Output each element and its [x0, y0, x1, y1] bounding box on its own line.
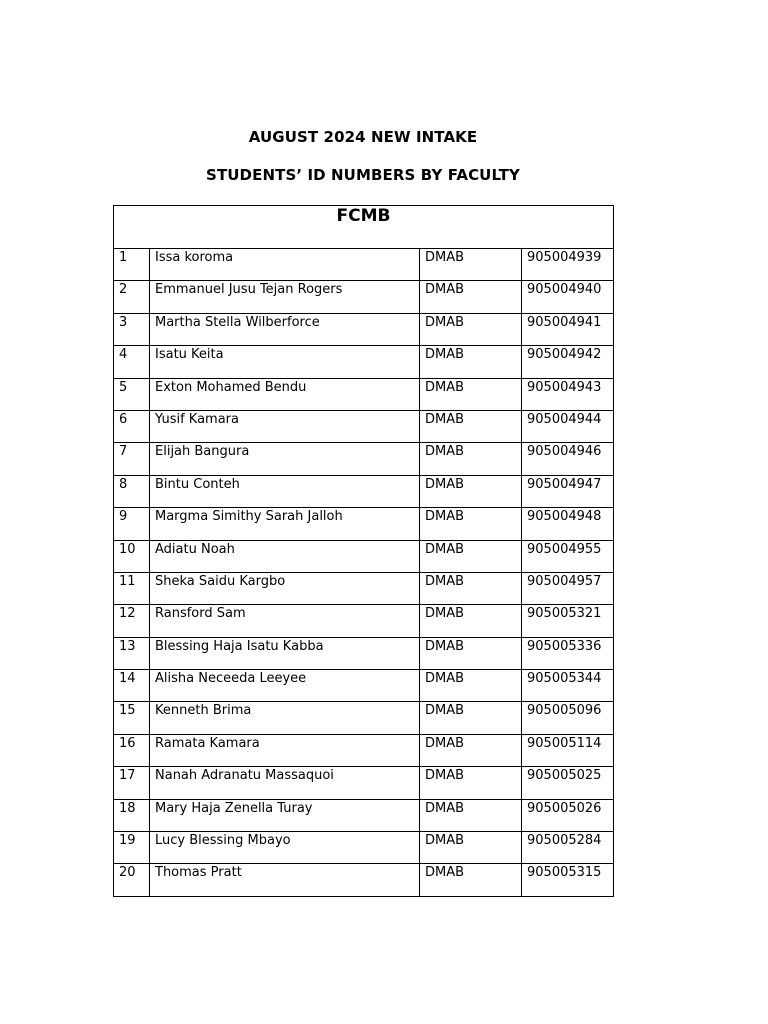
student-name-cell: Ramata Kamara	[150, 734, 420, 766]
row-number-cell: 19	[114, 832, 150, 864]
table-row	[114, 702, 614, 734]
row-number-cell: 4	[114, 346, 150, 378]
table-row	[114, 572, 614, 604]
student-id-cell: 905005114	[522, 734, 614, 766]
student-id-cell: 905004946	[522, 443, 614, 475]
student-id-cell: 905004939	[522, 249, 614, 281]
table-row	[114, 799, 614, 831]
department-cell: DMAB	[420, 864, 522, 896]
student-id-cell: 905004948	[522, 508, 614, 540]
row-number-cell: 6	[114, 410, 150, 442]
student-name-cell: Martha Stella Wilberforce	[150, 313, 420, 345]
row-number-cell: 9	[114, 508, 150, 540]
table-row	[114, 767, 614, 799]
table-row	[114, 540, 614, 572]
student-name-cell: Margma Simithy Sarah Jalloh	[150, 508, 420, 540]
student-id-cell: 905004955	[522, 540, 614, 572]
student-name-cell: Emmanuel Jusu Tejan Rogers	[150, 281, 420, 313]
department-cell: DMAB	[420, 605, 522, 637]
student-name-cell: Adiatu Noah	[150, 540, 420, 572]
document-subtitle: STUDENTS’ ID NUMBERS BY FACULTY	[206, 166, 520, 184]
student-id-table	[113, 205, 614, 897]
department-cell: DMAB	[420, 475, 522, 507]
department-cell: DMAB	[420, 670, 522, 702]
row-number-cell: 13	[114, 637, 150, 669]
row-number-cell: 16	[114, 734, 150, 766]
student-id-cell: 905004957	[522, 572, 614, 604]
student-name-cell: Bintu Conteh	[150, 475, 420, 507]
student-name-cell: Blessing Haja Isatu Kabba	[150, 637, 420, 669]
table-row	[114, 670, 614, 702]
student-id-cell: 905005315	[522, 864, 614, 896]
row-number-cell: 10	[114, 540, 150, 572]
department-cell: DMAB	[420, 346, 522, 378]
table-row	[114, 832, 614, 864]
department-cell: DMAB	[420, 832, 522, 864]
student-name-cell: Alisha Neceeda Leeyee	[150, 670, 420, 702]
department-cell: DMAB	[420, 443, 522, 475]
student-name-cell: Ransford Sam	[150, 605, 420, 637]
table-row	[114, 637, 614, 669]
table-row	[114, 410, 614, 442]
student-id-cell: 905005026	[522, 799, 614, 831]
department-cell: DMAB	[420, 572, 522, 604]
table-row	[114, 605, 614, 637]
row-number-cell: 15	[114, 702, 150, 734]
department-cell: DMAB	[420, 540, 522, 572]
table-row	[114, 378, 614, 410]
row-number-cell: 1	[114, 249, 150, 281]
row-number-cell: 11	[114, 572, 150, 604]
student-id-cell: 905005025	[522, 767, 614, 799]
student-id-cell: 905004941	[522, 313, 614, 345]
student-id-cell: 905004940	[522, 281, 614, 313]
table-row	[114, 475, 614, 507]
student-name-cell: Sheka Saidu Kargbo	[150, 572, 420, 604]
table-row	[114, 281, 614, 313]
student-name-cell: Thomas Pratt	[150, 864, 420, 896]
department-cell: DMAB	[420, 702, 522, 734]
student-id-cell: 905005344	[522, 670, 614, 702]
student-id-cell: 905004944	[522, 410, 614, 442]
student-id-cell: 905005096	[522, 702, 614, 734]
row-number-cell: 17	[114, 767, 150, 799]
student-id-table-body	[114, 206, 614, 897]
row-number-cell: 18	[114, 799, 150, 831]
student-id-cell: 905004942	[522, 346, 614, 378]
student-name-cell: Mary Haja Zenella Turay	[150, 799, 420, 831]
department-cell: DMAB	[420, 281, 522, 313]
department-cell: DMAB	[420, 313, 522, 345]
student-name-cell: Nanah Adranatu Massaquoi	[150, 767, 420, 799]
department-cell: DMAB	[420, 249, 522, 281]
faculty-heading: FCMB	[114, 206, 614, 249]
table-row	[114, 249, 614, 281]
student-name-cell: Kenneth Brima	[150, 702, 420, 734]
student-id-cell: 905005284	[522, 832, 614, 864]
student-name-cell: Yusif Kamara	[150, 410, 420, 442]
table-row	[114, 346, 614, 378]
table-row	[114, 443, 614, 475]
row-number-cell: 5	[114, 378, 150, 410]
student-id-cell: 905004947	[522, 475, 614, 507]
table-row	[114, 508, 614, 540]
row-number-cell: 20	[114, 864, 150, 896]
student-name-cell: Elijah Bangura	[150, 443, 420, 475]
student-id-cell: 905005321	[522, 605, 614, 637]
table-row	[114, 864, 614, 896]
row-number-cell: 3	[114, 313, 150, 345]
department-cell: DMAB	[420, 410, 522, 442]
student-name-cell: Isatu Keita	[150, 346, 420, 378]
row-number-cell: 7	[114, 443, 150, 475]
department-cell: DMAB	[420, 508, 522, 540]
department-cell: DMAB	[420, 799, 522, 831]
student-name-cell: Issa koroma	[150, 249, 420, 281]
row-number-cell: 14	[114, 670, 150, 702]
department-cell: DMAB	[420, 637, 522, 669]
table-row	[114, 313, 614, 345]
row-number-cell: 12	[114, 605, 150, 637]
row-number-cell: 2	[114, 281, 150, 313]
department-cell: DMAB	[420, 734, 522, 766]
department-cell: DMAB	[420, 378, 522, 410]
student-name-cell: Lucy Blessing Mbayo	[150, 832, 420, 864]
student-name-cell: Exton Mohamed Bendu	[150, 378, 420, 410]
faculty-header-row	[114, 206, 614, 249]
student-id-cell: 905004943	[522, 378, 614, 410]
student-id-cell: 905005336	[522, 637, 614, 669]
table-row	[114, 734, 614, 766]
department-cell: DMAB	[420, 767, 522, 799]
document-title: AUGUST 2024 NEW INTAKE	[248, 128, 478, 146]
row-number-cell: 8	[114, 475, 150, 507]
